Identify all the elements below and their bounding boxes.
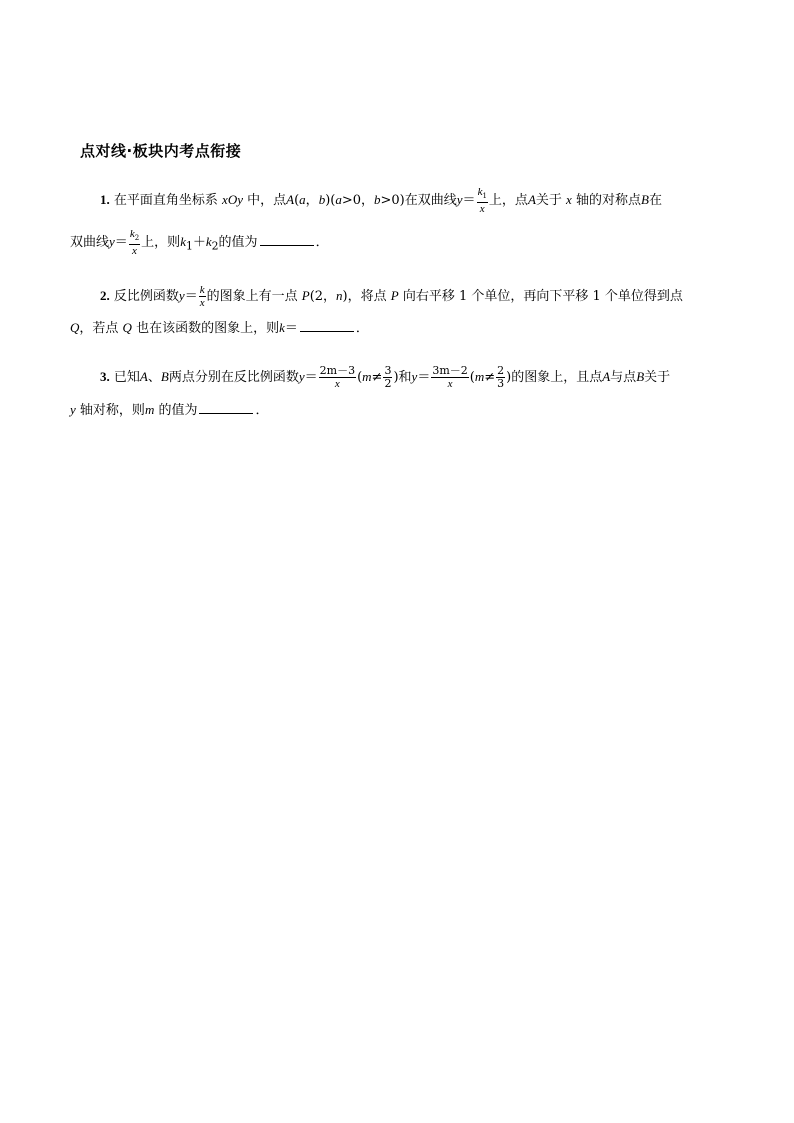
math-var: x	[132, 245, 137, 258]
text: (	[469, 370, 475, 385]
text: )的图象上，且点	[506, 370, 603, 385]
math-var: B	[640, 192, 649, 208]
math-var: xOy	[222, 192, 243, 208]
math-var: k	[477, 186, 483, 198]
math-var: P	[390, 288, 399, 303]
text: 也在该函数的图象上，则	[136, 321, 280, 336]
math-var: A	[602, 369, 611, 384]
question-3-line-1	[100, 365, 670, 390]
text: 在平面直角坐标系	[113, 193, 218, 209]
denominator: x	[447, 378, 453, 390]
text: 轴的对称点	[575, 193, 641, 209]
text: (	[294, 193, 300, 209]
text: ，若点	[79, 321, 119, 336]
answer-blank[interactable]	[260, 233, 314, 246]
question-3-line-2	[70, 400, 269, 421]
text: ，	[305, 193, 319, 209]
fraction-2-over-3	[496, 365, 505, 390]
math-var: y	[109, 234, 115, 250]
math-var: k	[205, 234, 212, 250]
denominator: x	[334, 378, 340, 390]
equals-sign: ＝	[114, 235, 128, 251]
subscript: 1	[185, 239, 193, 253]
plus-sign: ＋	[192, 235, 206, 251]
math-var: B	[160, 369, 169, 384]
math-var: y	[411, 369, 418, 384]
math-var: m	[474, 369, 485, 384]
math-var: b	[318, 192, 326, 208]
math-var: A	[139, 369, 148, 384]
text: >0)在双曲线	[380, 193, 457, 209]
text: 的值为	[218, 235, 258, 251]
math-var: k	[199, 284, 205, 296]
subscript: 2	[134, 234, 140, 243]
text: 轴对称，则	[79, 403, 145, 418]
question-1-line-2	[70, 228, 329, 257]
math-var: y	[70, 402, 76, 417]
text: >0，	[341, 193, 375, 209]
math-var: y	[178, 288, 185, 303]
fraction-k2-over-x	[129, 228, 140, 257]
text: 在	[648, 193, 662, 209]
text: )和	[393, 370, 412, 385]
math-var: P	[301, 288, 310, 303]
period: ．	[315, 235, 329, 251]
text: 上，点	[488, 193, 528, 209]
fraction-k-over-x	[199, 284, 206, 309]
math-var: y	[298, 369, 305, 384]
fraction-2m-minus-3-over-x	[319, 365, 356, 390]
denominator: 2	[384, 377, 392, 390]
text: (2，	[309, 289, 337, 304]
equals-sign: ＝	[184, 289, 198, 304]
text: 反比例函数	[113, 289, 179, 304]
math-var: A	[527, 192, 536, 208]
question-2-line-2	[70, 318, 369, 339]
text: )，将点	[342, 289, 387, 304]
text: 关于	[644, 370, 671, 385]
math-var: m	[362, 369, 372, 384]
text: )(	[325, 193, 336, 209]
math-var: x	[566, 192, 572, 208]
math-var: n	[336, 288, 343, 303]
text: ＝	[284, 321, 298, 336]
math-var: k	[180, 234, 186, 250]
numerator: 3	[384, 364, 392, 377]
answer-blank[interactable]	[300, 319, 354, 332]
text: 双曲线	[70, 235, 110, 251]
equals-sign: ＝	[462, 193, 476, 209]
text: 中，点	[247, 193, 287, 209]
text: 与点	[610, 370, 637, 385]
fraction-k1-over-x	[477, 186, 488, 215]
question-2-line-1	[100, 284, 683, 309]
math-var: y	[456, 192, 463, 208]
text: 的图象上有一点	[206, 289, 298, 304]
not-equal-sign: ≠	[371, 370, 383, 385]
text: 关于	[535, 193, 562, 209]
period: ．	[355, 321, 369, 336]
math-var: Q	[70, 320, 80, 335]
numerator: 2	[497, 364, 505, 377]
math-var: B	[636, 369, 645, 384]
numerator: 2m－3	[319, 364, 356, 377]
fraction-3m-minus-2-over-x	[431, 365, 468, 390]
math-var: x	[199, 297, 205, 309]
denominator: 3	[497, 377, 505, 390]
not-equal-sign: ≠	[484, 370, 496, 385]
question-number: 1.	[100, 192, 110, 208]
text: 的值为	[158, 403, 198, 418]
equals-sign: ＝	[304, 370, 318, 385]
fraction-3-over-2	[383, 365, 392, 390]
answer-blank[interactable]	[199, 401, 253, 414]
math-var: m	[144, 402, 155, 417]
subscript: 1	[482, 192, 487, 201]
question-number: 2.	[100, 288, 110, 303]
text: 上，则	[141, 235, 181, 251]
math-var: x	[479, 203, 485, 216]
numerator: 3m－2	[432, 364, 468, 377]
question-number: 3.	[100, 369, 110, 384]
math-var: Q	[122, 320, 132, 335]
math-var: k	[279, 320, 285, 335]
period: ．	[255, 403, 269, 418]
subscript: 2	[211, 239, 219, 253]
math-var: k	[129, 228, 135, 240]
text: 、	[147, 370, 161, 385]
text: 向右平移 1 个单位，再向下平移 1 个单位得到点	[402, 289, 683, 304]
question-1-line-1	[100, 186, 662, 215]
math-var: a	[335, 192, 342, 208]
section-heading: 点对线·板块内考点衔接	[80, 142, 242, 160]
text: 两点分别在反比例函数	[168, 370, 299, 385]
math-var: b	[374, 192, 381, 208]
math-var: A	[286, 192, 295, 208]
text: 已知	[113, 370, 140, 385]
equals-sign: ＝	[417, 370, 431, 385]
text: (	[357, 370, 363, 385]
math-var: a	[299, 192, 306, 208]
